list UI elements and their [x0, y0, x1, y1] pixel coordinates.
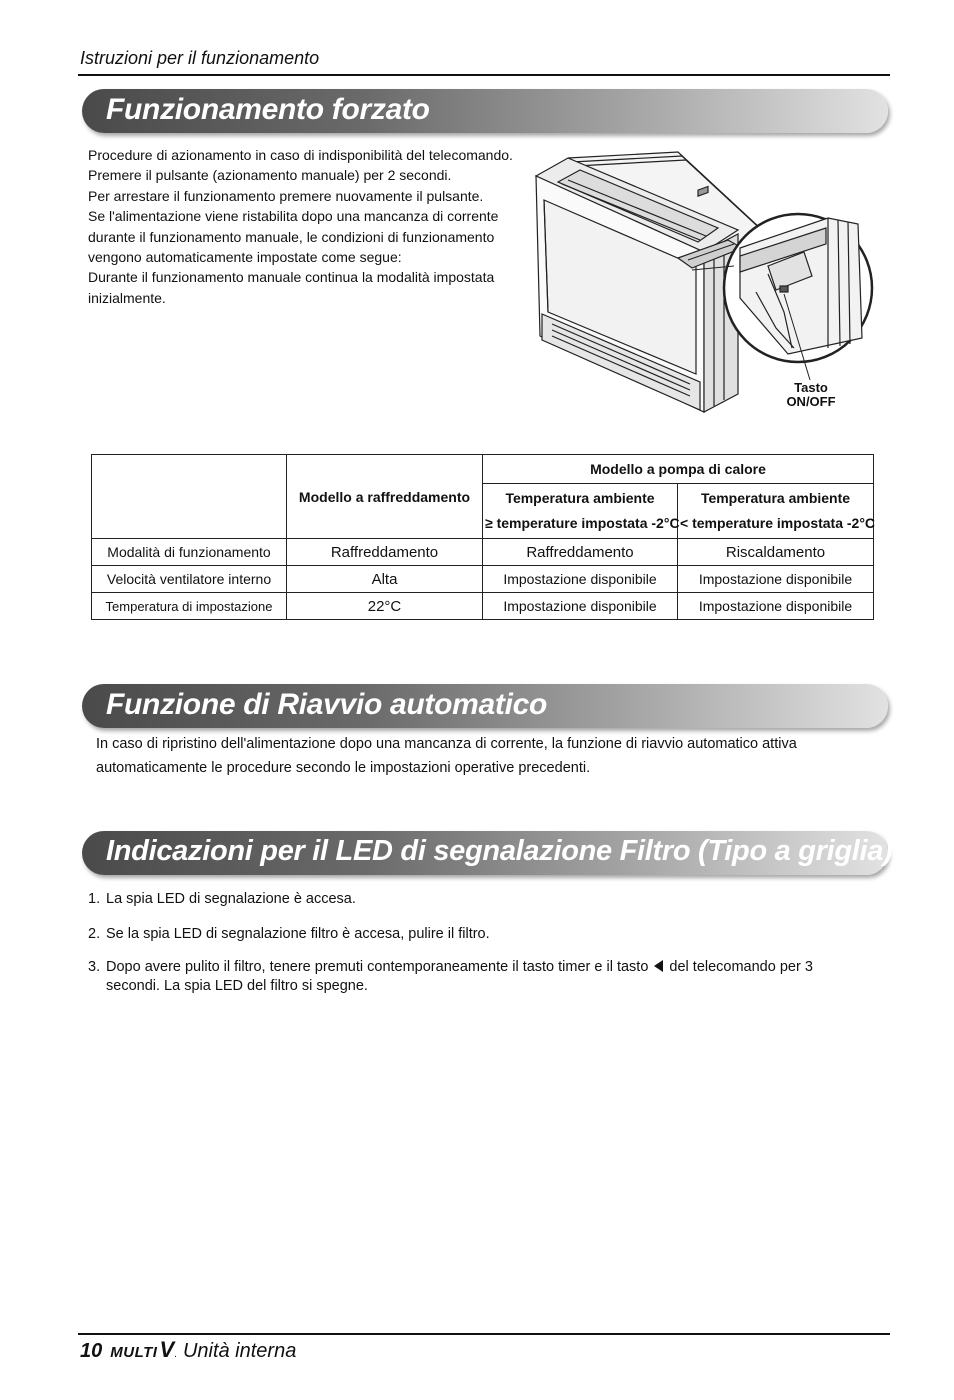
- page-footer: [80, 1337, 296, 1363]
- list-item-text-a: Dopo avere pulito il filtro, tenere premuti contemporaneamente il tasto timer e il tasto: [106, 959, 649, 975]
- running-header: Istruzioni per il funzionamento: [80, 48, 320, 68]
- cell-ge: Raffreddamento: [483, 539, 678, 566]
- restart-line1: In caso di ripristino dell'alimentazione dopo una mancanza di corrente, la funzione di riavvio automatico attiva: [96, 736, 797, 752]
- list-item-text: [106, 958, 866, 996]
- table-row: [92, 566, 874, 593]
- table-corner-cell: [92, 455, 287, 539]
- page-number: 10: [80, 1340, 103, 1362]
- intro-line: vengono automaticamente impostate come segue:: [88, 249, 402, 266]
- list-item-number: 2.: [88, 926, 101, 942]
- list-item-text: Se la spia LED di segnalazione filtro è accesa, pulire il filtro.: [106, 926, 490, 942]
- section-banner-led: [82, 831, 893, 875]
- section-title-forced: Funzionamento forzato: [106, 93, 430, 126]
- header-room-temp-ge: [483, 484, 678, 539]
- brand-logo-dot: .: [174, 1349, 177, 1360]
- on-off-button-label: [778, 381, 844, 409]
- cell-lt: Riscaldamento: [678, 539, 874, 566]
- cell-ge: Impostazione disponibile: [483, 593, 678, 620]
- restart-line2: automaticamente le procedure secondo le impostazioni operative precedenti.: [96, 760, 591, 776]
- left-arrow-icon: [654, 960, 663, 972]
- header-heatpump-model: Modello a pompa di calore: [483, 455, 874, 484]
- cell-ge: Impostazione disponibile: [483, 566, 678, 593]
- on-off-label-line2: ON/OFF: [786, 394, 836, 409]
- list-item-number: 3.: [88, 959, 101, 975]
- header-room-temp-lt: [678, 484, 874, 539]
- intro-text: [88, 145, 528, 308]
- footer-subtitle: Unità interna: [182, 1340, 297, 1362]
- section-title-restart: Funzione di Riavvio automatico: [106, 688, 548, 721]
- brand-logo-v: V: [159, 1337, 175, 1362]
- on-off-label-line1: Tasto: [794, 380, 828, 395]
- table-row: [92, 593, 874, 620]
- list-item-text: La spia LED di segnalazione è accesa.: [106, 891, 356, 907]
- intro-line: durante il funzionamento manuale, le condizioni di funzionamento: [88, 228, 495, 245]
- header-ge-line1: Temperatura ambiente: [505, 490, 655, 506]
- cell-lt: Impostazione disponibile: [678, 566, 874, 593]
- cell-cooling: Raffreddamento: [287, 539, 483, 566]
- header-rule: [78, 74, 890, 76]
- row-label: Velocità ventilatore interno: [92, 566, 287, 593]
- section-title-led: Indicazioni per il LED di segnalazione Filtro (Tipo a griglia): [106, 835, 893, 867]
- section-banner-restart: [82, 684, 888, 728]
- intro-line: Se l'alimentazione viene ristabilita dopo una mancanza di corrente: [88, 208, 499, 225]
- row-label: Modalità di funzionamento: [92, 539, 287, 566]
- list-item-text-b: del telecomando per 3: [669, 959, 813, 975]
- brand-logo-text: MULTI: [110, 1344, 158, 1361]
- list-item-text-c: secondi. La spia LED del filtro si spegne.: [106, 978, 368, 994]
- header-ge-line2: ≥ temperature impostata -2°C: [485, 515, 680, 531]
- intro-line: Premere il pulsante (azionamento manuale) per 2 secondi.: [88, 167, 452, 184]
- header-cooling-model: Modello a raffreddamento: [287, 455, 483, 539]
- cell-cooling: Alta: [287, 566, 483, 593]
- intro-line: inizialmente.: [88, 289, 166, 306]
- footer-rule: [78, 1333, 890, 1335]
- intro-line: Procedure di azionamento in caso di indisponibilità del telecomando.: [88, 147, 513, 163]
- row-label: Temperatura di impostazione: [92, 593, 287, 620]
- table-row: [92, 539, 874, 566]
- cell-cooling: 22°C: [287, 593, 483, 620]
- section-banner-forced: [82, 89, 888, 133]
- header-lt-line2: < temperature impostata -2°C: [680, 515, 876, 531]
- header-lt-line1: Temperatura ambiente: [700, 490, 851, 506]
- cell-lt: Impostazione disponibile: [678, 593, 874, 620]
- restart-paragraph: [96, 732, 876, 780]
- intro-line: Durante il funzionamento manuale continua la modalità impostata: [88, 269, 495, 286]
- list-item-number: 1.: [88, 891, 101, 907]
- intro-line: Per arrestare il funzionamento premere nuovamente il pulsante.: [88, 187, 484, 204]
- forced-operation-table: [91, 454, 874, 620]
